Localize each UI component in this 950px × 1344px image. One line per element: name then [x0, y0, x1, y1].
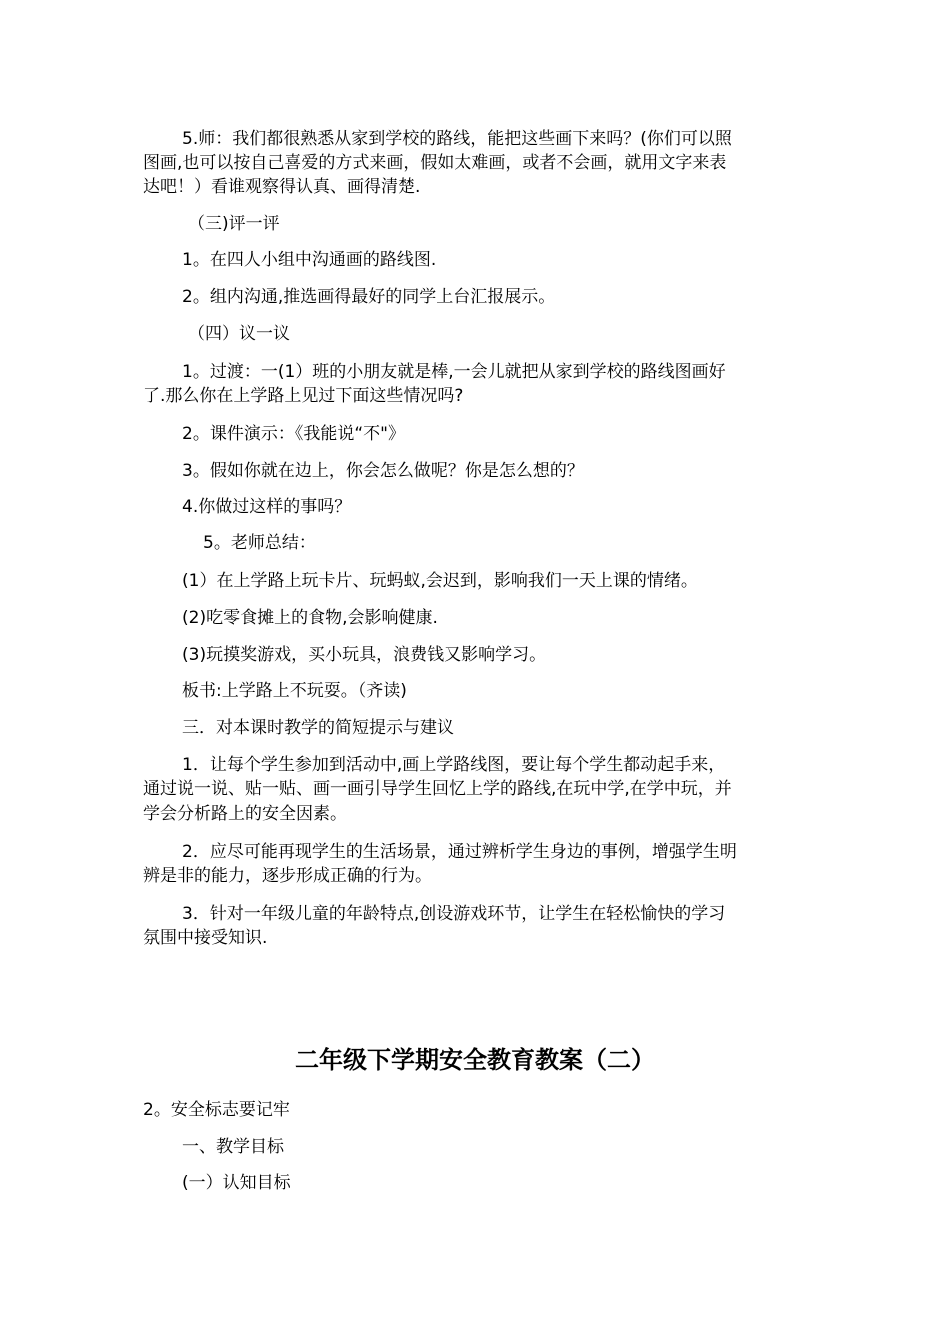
section-heading: （三)评一评: [188, 214, 280, 234]
text-line: 辨是非的能力，逐步形成正确的行为。: [143, 866, 432, 886]
text-line: 3．针对一年级儿童的年龄特点,创设游戏环节，让学生在轻松愉快的学习: [182, 904, 726, 924]
section-heading: 2。安全标志要记牢: [143, 1100, 290, 1120]
text-line: 4.你做过这样的事吗？: [182, 497, 352, 517]
text-line: 5.师：我们都很熟悉从家到学校的路线，能把这些画下来吗？(你们可以照: [182, 129, 732, 149]
section-heading: （四）议一议: [188, 324, 290, 344]
text-line: 2。课件演示：《我能说“不"》: [182, 424, 405, 444]
section-heading: 三．对本课时教学的简短提示与建议: [182, 718, 454, 738]
text-line: 板书:上学路上不玩耍。（齐读): [182, 681, 407, 701]
document-title: 二年级下学期安全教育教案（二）: [295, 1046, 655, 1074]
text-line: 3。假如你就在边上，你会怎么做呢？你是怎么想的？: [182, 461, 584, 481]
text-line: (2)吃零食摊上的食物,会影响健康.: [182, 608, 438, 628]
text-line: 达吧！）看谁观察得认真、画得清楚.: [143, 177, 421, 197]
text-line: 了.那么你在上学路上见过下面这些情况吗?: [143, 386, 464, 406]
text-line: 氛围中接受知识.: [143, 928, 268, 948]
text-line: 2．应尽可能再现学生的生活场景，通过辨析学生身边的事例，增强学生明: [182, 842, 737, 862]
text-line: 2。组内沟通,推选画得最好的同学上台汇报展示。: [182, 287, 556, 307]
subsection-heading: 一、教学目标: [182, 1137, 284, 1157]
text-line: (3)玩摸奖游戏，买小玩具，浪费钱又影响学习。: [182, 645, 547, 665]
text-line: 1。过渡：一(1）班的小朋友就是棒,一会儿就把从家到学校的路线图画好: [182, 362, 726, 382]
text-line: 5。老师总结：: [203, 533, 316, 553]
text-line: 1．让每个学生参加到活动中,画上学路线图，要让每个学生都动起手来，: [182, 755, 726, 775]
text-line: 1。在四人小组中沟通画的路线图.: [182, 250, 437, 270]
text-line: (1）在上学路上玩卡片、玩蚂蚁,会迟到，影响我们一天上课的情绪。: [182, 571, 698, 591]
text-line: 学会分析路上的安全因素。: [143, 804, 347, 824]
text-line: 图画,也可以按自己喜爱的方式来画，假如太难画，或者不会画，就用文字来表: [143, 153, 727, 173]
subsubsection-heading: (一）认知目标: [182, 1173, 291, 1193]
text-line: 通过说一说、贴一贴、画一画引导学生回忆上学的路线,在玩中学,在学中玩，并: [143, 779, 732, 799]
